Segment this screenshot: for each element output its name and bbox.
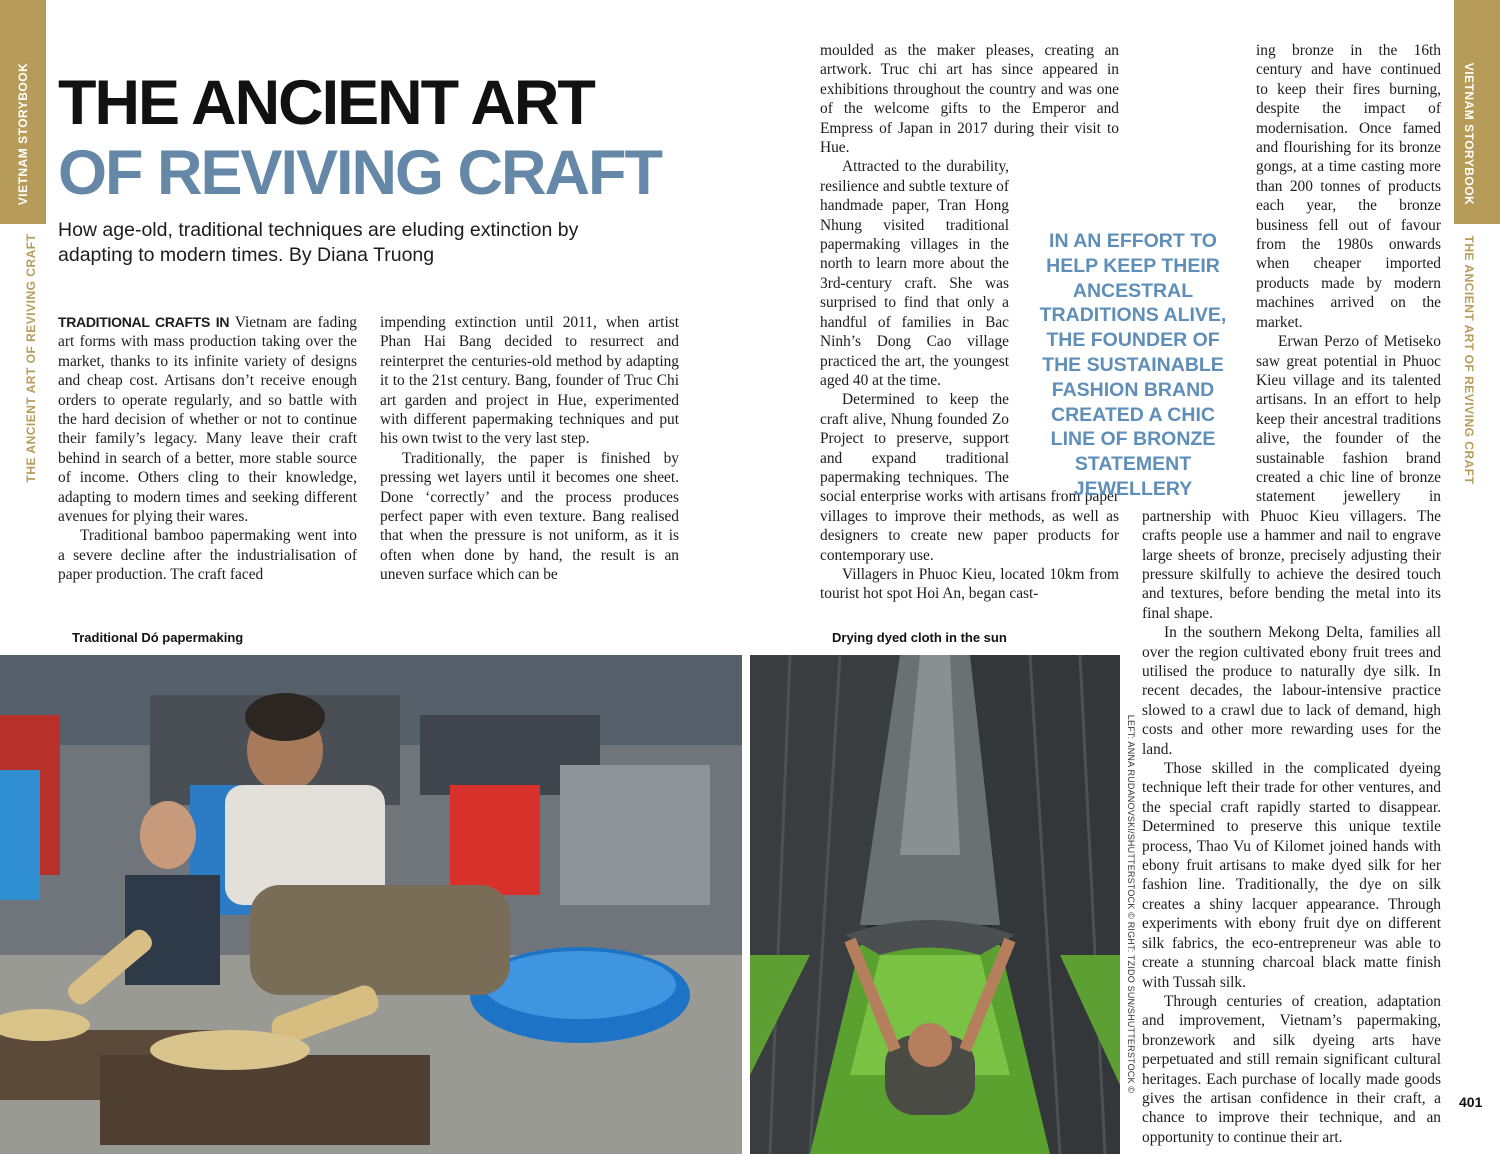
drying-cloth-photo (750, 655, 1120, 1154)
photo-credit: LEFT: ANNA RUDANOVSKI/SHUTTERSTOCK © RIGHT: TZIDO SUN/SHUTTERSTOCK © (1126, 714, 1136, 1094)
headline-line-2: OF REVIVING CRAFT (58, 138, 662, 208)
body-paragraph: Those skilled in the complicated dyeing technique left their trade for other ventures, and the special craft rapidly started to disappear. Determined to preserve this unique textile process, Thao Vu of Kilomet joined hands with ebony fruit artisans to make dyed silk for her fashion line. Traditionally, the dye on silk creates a shiny lacquer appearance. Through experiments with ebony fruit dye on different silk fabrics, the eco-entrepreneur was able to create a stunning charcoal black matte finish with Tussah silk. (1142, 760, 1441, 991)
papermaking-photo (0, 655, 742, 1154)
paragraph-text: Vietnam are fading art forms with mass production taking over the market, thanks to its infinite variety of designs and cheap cost. Artisans don’t receive enough orders to operate regularly, and so battle with the hard decision of whether or not to continue their family’s legacy. Many leave their craft behind in search of a better, more stable source of income. Others cling to their knowledge, adapting to modern times and seeking different avenues for plying their wares. (58, 314, 357, 526)
section-label-right: VIETNAM STORYBOOK (1462, 62, 1476, 206)
running-head-left: THE ANCIENT ART OF REVIVING CRAFT (24, 233, 38, 483)
section-label-left: VIETNAM STORYBOOK (16, 62, 30, 206)
running-head-right: THE ANCIENT ART OF REVIVING CRAFT (1462, 235, 1476, 485)
standfirst: How age-old, traditional techniques are eluding extinction by adapting to modern times. By Diana Truong (58, 219, 579, 266)
body-paragraph: Traditionally, the paper is finished by pressing wet layers until it becomes one sheet. Done ‘correctly’ and the process produces perfect paper with even texture. Bang realised that when the pressure is not uniform, as it is often when done by hand, the result is an uneven surface which can be (380, 449, 679, 584)
headline-line-1: THE ANCIENT ART (58, 68, 594, 138)
pull-quote: IN AN EFFORT TO HELP KEEP THEIR ANCESTRAL TRADITIONS ALIVE, THE FOUNDER OF THE SUSTAINABLE FASHION BRAND CREATED A CHIC LINE OF BRONZE STATEMENT JEWELLERY (1039, 230, 1227, 500)
body-paragraph: In the southern Mekong Delta, families all over the region cultivated ebony fruit trees and utilised the produce to naturally dye silk. In recent decades, the labour-intensive practice slowed to a crawl due to lack of demand, high costs and other more rewarding uses for the land. (1142, 624, 1441, 758)
page-number: 401 (1459, 1094, 1483, 1110)
body-column-1 (58, 313, 357, 585)
body-paragraph: Traditional bamboo papermaking went into a severe decline after the industrialisation of paper production. The craft faced (58, 527, 357, 584)
body-paragraph: impending extinction until 2011, when artist Phan Hai Bang decided to resurrect and reinterpret the centuries-old method by adapting it to the 21st century. Bang, founder of Truc Chi art garden and project in Hue, experimented with different papermaking techniques and put his own twist to the very last step. (380, 314, 679, 448)
body-paragraph: Determined to keep the craft alive, Nhung founded Zo Project to preserve, support and expand traditional papermaking techniques. The social enterprise works with artisans from paper villages to improve their methods, as well as designers to create new paper products for contemporary use. (820, 391, 1119, 564)
body-paragraph: Erwan Perzo of Metiseko saw great potential in Phuoc Kieu village and its talented artisans. In an effort to help keep their ancestral traditions alive, the founder of the sustainable fashion brand created a chic line of bronze statement jewellery in partnership with Phuoc Kieu villagers. The crafts people use a hammer and nail to engrave large sheets of bronze, precisely adjusting their pressure skilfully to achieve the desired touch and textures, before bending the metal into its final shape. (1142, 333, 1441, 622)
body-column-2 (380, 313, 679, 585)
caption-right-photo: Drying dyed cloth in the sun (832, 630, 1007, 645)
section-tab-right (1454, 0, 1500, 224)
body-paragraph: Through centuries of creation, adaptation and improvement, Vietnam’s papermaking, bronzework and silk dyeing arts have perpetuated and still remain significant cultural heritages. Each purchase of locally made goods gives the artisan confidence in their craft, a chance to improve their technique, and an opportunity to continue their art. (1142, 992, 1441, 1146)
body-paragraph (58, 313, 357, 526)
body-column-4 (1142, 41, 1441, 1147)
body-paragraph: ing bronze in the 16th century and have continued to keep their fires burning, despite the impact of modernisation. Once famed and flourishing for its bronze gongs, at a time casting more than 200 tonnes of products each year, the bronze business fell out of favour from the 1980s onwards when cheaper imported products made by modern machines arrived on the market. (1256, 42, 1441, 331)
body-paragraph: Villagers in Phuoc Kieu, located 10km from tourist hot spot Hoi An, began cast- (820, 565, 1119, 603)
lead-in: TRADITIONAL CRAFTS IN (58, 314, 230, 330)
paragraph-text: Attracted to the durability, resilience and subtle texture of handmade paper, Tran Hong Nhung visited traditional papermaking villages in the north to learn more about the 3rd-century craft. She was surprised to find that only a handful of families in Bac Ninh’s Dong Cao village practiced the art, the youngest aged 40 at the time. (820, 158, 1009, 389)
body-paragraph: moulded as the maker pleases, creating an artwork. Truc chi art has since appeared in exhibitions throughout the country and was one of the welcome gifts to the Emperor and Empress of Japan in 2017 during their visit to Hue. (820, 42, 1119, 157)
caption-left-photo: Traditional Dó papermaking (72, 630, 244, 645)
